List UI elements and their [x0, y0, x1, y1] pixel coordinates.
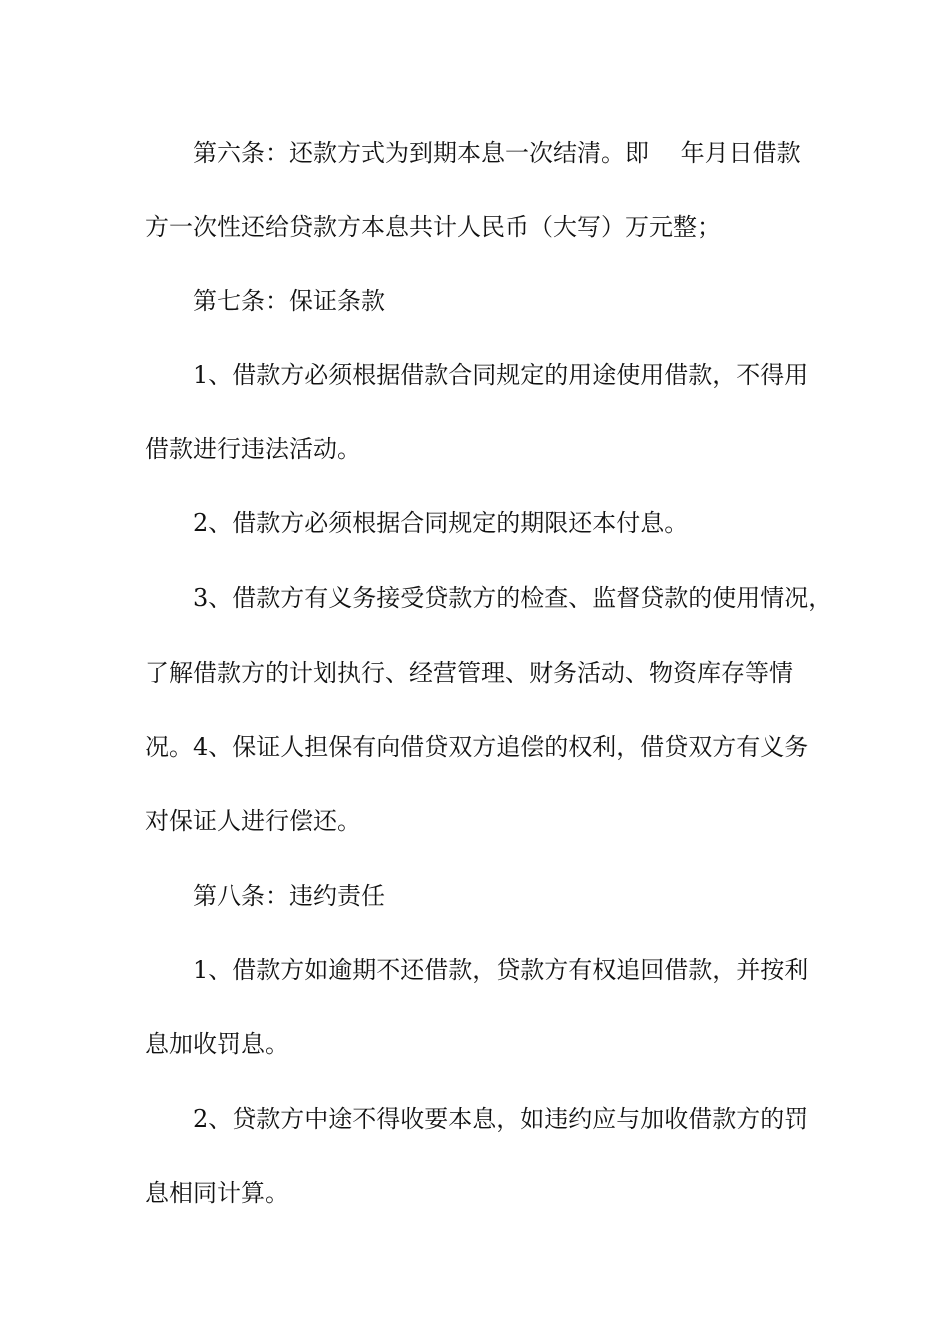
clause-7-item-1-line-2: 借款进行违法活动。: [145, 435, 361, 463]
clause-7-item-4-line-2: 对保证人进行偿还。: [145, 807, 361, 835]
clause-7-heading: 第七条：保证条款: [193, 287, 385, 315]
clause-6-line-1: 第六条：还款方式为到期本息一次结清。即 年月日借款: [193, 139, 801, 167]
clause-8-heading: 第八条：违约责任: [193, 882, 385, 910]
clause-6-line-2: 方一次性还给贷款方本息共计人民币（大写）万元整；: [145, 213, 721, 241]
clause-8-item-2-line-1: 2、贷款方中途不得收要本息，如违约应与加收借款方的罚: [193, 1105, 809, 1133]
clause-8-item-1-line-1: 1、借款方如逾期不还借款，贷款方有权追回借款，并按利: [193, 956, 809, 984]
clause-7-item-2: 2、借款方必须根据合同规定的期限还本付息。: [193, 509, 689, 537]
clause-7-item-3-line-3: 况。4、保证人担保有向借贷双方追偿的权利，借贷双方有义务: [145, 733, 809, 761]
clause-8-item-1-line-2: 息加收罚息。: [145, 1030, 289, 1058]
clause-8-item-2-line-2: 息相同计算。: [145, 1179, 289, 1207]
clause-7-item-3-line-2: 了解借款方的计划执行、经营管理、财务活动、物资库存等情: [145, 659, 793, 687]
clause-7-item-3-line-1: 3、借款方有义务接受贷款方的检查、监督贷款的使用情况，: [193, 584, 833, 612]
clause-7-item-1-line-1: 1、借款方必须根据借款合同规定的用途使用借款，不得用: [193, 361, 809, 389]
